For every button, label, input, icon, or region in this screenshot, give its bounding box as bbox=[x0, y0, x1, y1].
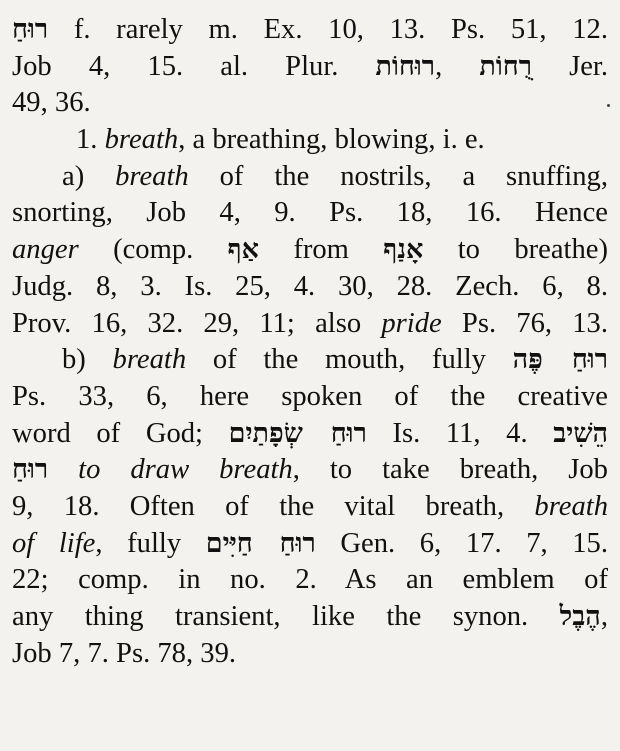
entry-line bbox=[12, 526, 608, 563]
entry-text: 22; comp. in no. 2. As an emblem of bbox=[12, 564, 608, 596]
italic-gloss: breath bbox=[104, 124, 179, 156]
entry-text: , bbox=[600, 601, 608, 632]
entry-text: , a breathing, blowing, i. e. bbox=[178, 124, 485, 156]
hebrew-word: רוּחַ bbox=[12, 454, 49, 486]
entry-text: , to take breath, Job bbox=[292, 454, 608, 486]
entry-line bbox=[12, 306, 608, 343]
entry-text: of the nostrils, a snuffing, bbox=[188, 160, 608, 192]
entry-text bbox=[48, 454, 78, 485]
hebrew-word: רֻחוֹת bbox=[479, 50, 532, 82]
entry-text: any thing transient, like the synon. bbox=[12, 601, 560, 632]
italic-gloss: to draw breath bbox=[78, 454, 293, 486]
entry-text: Ps. 33, 6, here spoken of the creative bbox=[12, 380, 608, 412]
entry-line bbox=[12, 452, 608, 489]
entry-line bbox=[12, 85, 608, 122]
hebrew-word: רוּחוֹת bbox=[375, 50, 436, 82]
entry-text: word of God; bbox=[12, 417, 229, 449]
entry-line bbox=[12, 195, 608, 232]
entry-line bbox=[12, 636, 608, 673]
entry-text: of the mouth, fully bbox=[186, 344, 513, 376]
italic-gloss: breath bbox=[112, 344, 187, 376]
entry-text: , bbox=[435, 50, 480, 82]
entry-text: Is. 11, 4. bbox=[366, 417, 554, 449]
italic-gloss: pride bbox=[381, 307, 442, 339]
entry-line bbox=[12, 379, 608, 416]
entry-text: , fully bbox=[95, 527, 206, 559]
entry-text: Job 4, 15. al. Plur. bbox=[12, 50, 376, 82]
hebrew-word: רוּחַ bbox=[12, 14, 49, 45]
italic-gloss: breath bbox=[115, 160, 189, 192]
italic-gloss: of life bbox=[12, 527, 96, 559]
entry-line bbox=[12, 49, 608, 86]
entry-line bbox=[12, 122, 608, 159]
entry-line bbox=[12, 416, 608, 453]
entry-line bbox=[12, 342, 608, 379]
hebrew-word: רוּחַ פֶּה bbox=[512, 344, 608, 376]
entry-line bbox=[12, 562, 608, 599]
entry-line bbox=[12, 269, 608, 306]
entry-line bbox=[12, 599, 608, 636]
entry-text: to breathe) bbox=[423, 234, 608, 266]
entry-text: snorting, Job 4, 9. Ps. 18, 16. Hence bbox=[12, 197, 608, 229]
entry-text: Job 7, 7. Ps. 78, 39. bbox=[12, 637, 237, 669]
entry-text: Judg. 8, 3. Is. 25, 4. 30, 28. Zech. 6, 8. bbox=[12, 270, 608, 302]
hebrew-word: רוּחַ שְׂפָתַיִם bbox=[228, 417, 367, 449]
entry-line bbox=[12, 12, 608, 49]
entry-text: Ps. 76, 13. bbox=[441, 307, 608, 339]
entry-text: (comp. bbox=[78, 234, 228, 266]
entry-text: b) bbox=[62, 344, 113, 376]
entry-text: 1. bbox=[76, 124, 105, 156]
entry-line bbox=[12, 489, 608, 526]
italic-gloss: anger bbox=[12, 234, 79, 266]
entry-text: Jer. bbox=[531, 50, 608, 82]
entry-line bbox=[12, 159, 608, 196]
italic-gloss: breath bbox=[534, 490, 608, 522]
hebrew-word: הֵשִׁיב bbox=[553, 417, 608, 449]
hebrew-word: רוּחַ חַיִּים bbox=[205, 527, 316, 559]
hebrew-word: הֶבֶל bbox=[559, 601, 601, 632]
entry-text: Prov. 16, 32. 29, 11; also bbox=[12, 307, 382, 339]
entry-text: 49, 36. bbox=[12, 87, 91, 119]
entry-text: Gen. 6, 17. 7, 15. bbox=[315, 527, 608, 559]
entry-text: 9, 18. Often of the vital breath, bbox=[12, 490, 535, 522]
entry-text: a) bbox=[62, 160, 116, 192]
print-speck bbox=[607, 104, 610, 107]
hebrew-word: אָנַף bbox=[383, 234, 424, 266]
hebrew-word: אַף bbox=[227, 234, 259, 266]
entry-line bbox=[12, 232, 608, 269]
entry-text: from bbox=[258, 234, 384, 266]
lexicon-entry-ruach bbox=[12, 12, 608, 672]
entry-text: f. rarely m. Ex. 10, 13. Ps. 51, 12. bbox=[48, 14, 608, 45]
